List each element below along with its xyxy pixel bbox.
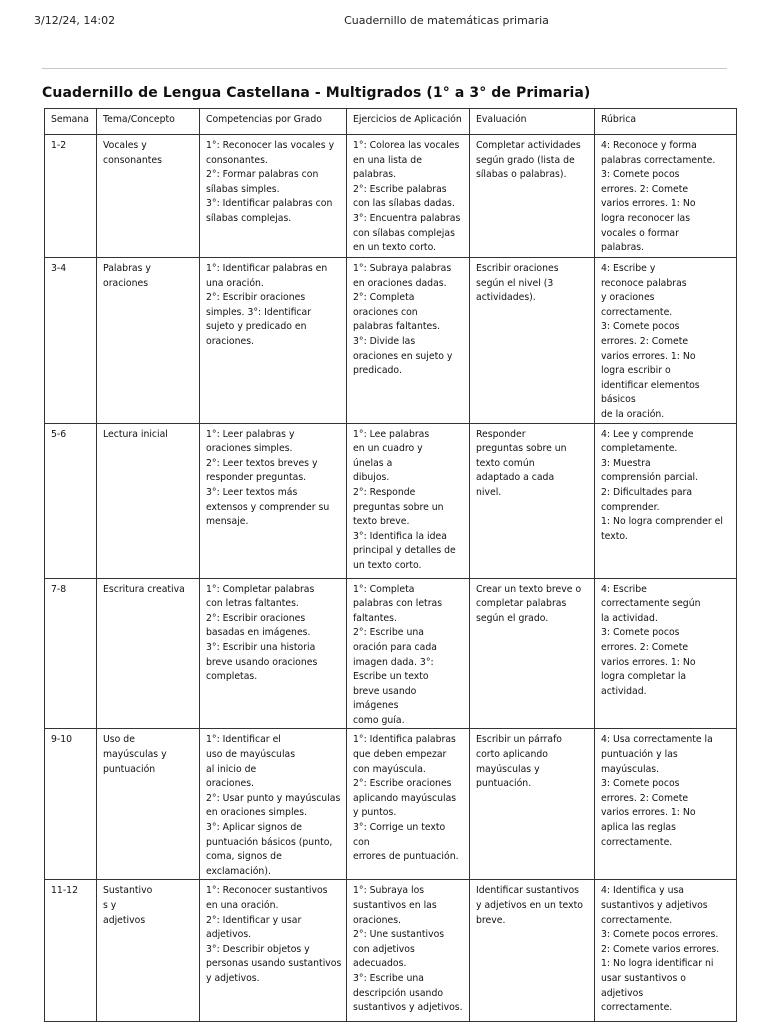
cell-tema: Palabras y oraciones [97,258,200,424]
cell-semana: 5-6 [45,423,97,578]
cell-rubrica: 4: Usa correctamente la puntuación y las mayúsculas. 3: Comete pocos errores. 2: Comete varios errores. 1: No aplica las reglas correctamente. [595,729,737,880]
cell-rubrica: 4: Identifica y usa sustantivos y adjetivos correctamente. 3: Comete pocos errores. 2: Comete varios errores. 1: No logra identificar ni usar sustantivos o adjetivos correctamente. [595,880,737,1022]
print-datetime: 3/12/24, 14:02 [34,14,116,27]
table-row [45,423,737,578]
cell-ejercicios: 1°: Colorea las vocales en una lista de palabras. 2°: Escribe palabras con las sílabas dadas. 3°: Encuentra palabras con sílabas complejas en un texto corto. [347,135,470,258]
header-competencias: Competencias por Grado [200,109,347,135]
cell-competencias: 1°: Identificar palabras en una oración. 2°: Escribir oraciones simples. 3°: Identificar sujeto y predicado en oraciones. [200,258,347,424]
header-evaluacion: Evaluación [470,109,595,135]
cell-evaluacion: Escribir un párrafo corto aplicando mayúsculas y puntuación. [470,729,595,880]
cell-ejercicios: 1°: Lee palabras en un cuadro y únelas a dibujos. 2°: Responde preguntas sobre un texto breve. 3°: Identifica la idea principal y detalles de un texto corto. [347,423,470,578]
header-tema: Tema/Concepto [97,109,200,135]
cell-competencias: 1°: Reconocer las vocales y consonantes. 2°: Formar palabras con sílabas simples. 3°: Identificar palabras con sílabas complejas. [200,135,347,258]
header-ejercicios: Ejercicios de Aplicación [347,109,470,135]
cell-ejercicios: 1°: Subraya los sustantivos en las oraciones. 2°: Une sustantivos con adjetivos adecuados. 3°: Escribe una descripción usando sustantivos y adjetivos. [347,880,470,1022]
cell-semana: 3-4 [45,258,97,424]
cell-semana: 9-10 [45,729,97,880]
cell-tema: Sustantivo s y adjetivos [97,880,200,1022]
table-row [45,729,737,880]
cell-evaluacion: Completar actividades según grado (lista de sílabas o palabras). [470,135,595,258]
cell-rubrica: 4: Escribe correctamente según la actividad. 3: Comete pocos errores. 2: Comete varios errores. 1: No logra completar la actividad. [595,578,737,729]
cell-competencias: 1°: Completar palabras con letras faltantes. 2°: Escribir oraciones basadas en imágenes. 3°: Escribir una historia breve usando oraciones completas. [200,578,347,729]
cell-ejercicios: 1°: Completa palabras con letras faltantes. 2°: Escribe una oración para cada imagen dada. 3°: Escribe un texto breve usando imágenes como guía. [347,578,470,729]
table-header-row [45,109,737,135]
header-divider [42,68,727,69]
table-row [45,880,737,1022]
cell-semana: 11-12 [45,880,97,1022]
cell-rubrica: 4: Reconoce y forma palabras correctamente. 3: Comete pocos errores. 2: Comete varios errores. 1: No logra reconocer las vocales o formar palabras. [595,135,737,258]
page-title: Cuadernillo de Lengua Castellana - Multigrados (1° a 3° de Primaria) [42,85,591,101]
table-row [45,578,737,729]
cell-competencias: 1°: Reconocer sustantivos en una oración. 2°: Identificar y usar adjetivos. 3°: Describir objetos y personas usando sustantivos y adjetivos. [200,880,347,1022]
cell-rubrica: 4: Escribe y reconoce palabras y oraciones correctamente. 3: Comete pocos errores. 2: Comete varios errores. 1: No logra escribir o identificar elementos básicos de la oración. [595,258,737,424]
header-rubrica: Rúbrica [595,109,737,135]
cell-tema: Lectura inicial [97,423,200,578]
print-document-title: Cuadernillo de matemáticas primaria [344,14,549,27]
cell-evaluacion: Identificar sustantivos y adjetivos en un texto breve. [470,880,595,1022]
cell-semana: 7-8 [45,578,97,729]
cell-evaluacion: Crear un texto breve o completar palabras según el grado. [470,578,595,729]
header-semana: Semana [45,109,97,135]
cell-rubrica: 4: Lee y comprende completamente. 3: Muestra comprensión parcial. 2: Dificultades para comprender. 1: No logra comprender el texto. [595,423,737,578]
cell-ejercicios: 1°: Subraya palabras en oraciones dadas. 2°: Completa oraciones con palabras faltantes. 3°: Divide las oraciones en sujeto y predicado. [347,258,470,424]
table-row [45,258,737,424]
curriculum-table [44,108,737,1022]
cell-tema: Escritura creativa [97,578,200,729]
cell-competencias: 1°: Identificar el uso de mayúsculas al inicio de oraciones. 2°: Usar punto y mayúsculas en oraciones simples. 3°: Aplicar signos de puntuación básicos (punto, coma, signos de exclamación). [200,729,347,880]
cell-ejercicios: 1°: Identifica palabras que deben empezar con mayúscula. 2°: Escribe oraciones aplicando mayúsculas y puntos. 3°: Corrige un texto con errores de puntuación. [347,729,470,880]
cell-semana: 1-2 [45,135,97,258]
table-row [45,135,737,258]
cell-tema: Vocales y consonantes [97,135,200,258]
cell-evaluacion: Responder preguntas sobre un texto común adaptado a cada nivel. [470,423,595,578]
cell-tema: Uso de mayúsculas y puntuación [97,729,200,880]
cell-evaluacion: Escribir oraciones según el nivel (3 actividades). [470,258,595,424]
cell-competencias: 1°: Leer palabras y oraciones simples. 2°: Leer textos breves y responder preguntas. 3°: Leer textos más extensos y comprender su mensaje. [200,423,347,578]
